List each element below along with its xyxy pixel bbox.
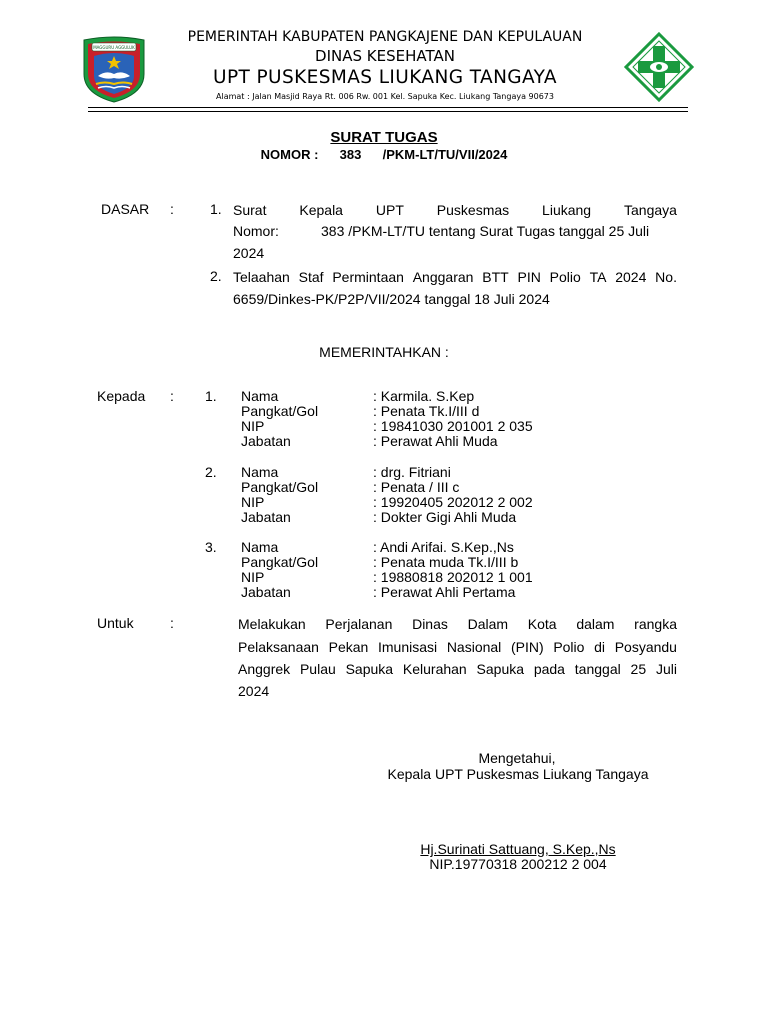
letterhead-address: Alamat : Jalan Masjid Raya Rt. 006 Rw. 001 Kel. Sapuka Kec. Liukang Tangaya 90673 — [216, 92, 554, 101]
field-label-nama: Nama — [241, 388, 279, 404]
signature-nip: NIP.19770318 200212 2 004 — [429, 856, 607, 872]
untuk-line-3: Anggrek Pulau Sapuka Kelurahan Sapuka pada tanggal 25 Juli — [238, 661, 677, 677]
field-label-nip: NIP — [241, 569, 265, 585]
person-nip: : 19920405 202012 2 002 — [373, 494, 533, 510]
field-label-pangkat: Pangkat/Gol — [241, 554, 319, 570]
person-nama: : Karmila. S.Kep — [373, 388, 475, 404]
field-label-nip: NIP — [241, 494, 265, 510]
person-number: 2. — [205, 464, 217, 480]
person-nip: : 19841030 201001 2 035 — [373, 418, 533, 434]
dasar-item-1-line-2: 383 /PKM-LT/TU tentang Surat Tugas tanggal 25 Juli — [321, 223, 650, 239]
person-jabatan: : Dokter Gigi Ahli Muda — [373, 509, 517, 525]
dasar-item-2-line-1: Telaahan Staf Permintaan Anggaran BTT PIN Polio TA 2024 No. — [233, 269, 677, 285]
person-nama: : drg. Fitriani — [373, 464, 451, 480]
dasar-item-2-line-2: 6659/Dinkes-PK/P2P/VII/2024 tanggal 18 Juli 2024 — [233, 291, 550, 307]
untuk-colon: : — [170, 615, 174, 631]
document-number — [0, 147, 768, 162]
signature-mengetahui: Mengetahui, — [478, 750, 556, 766]
person-nip: : 19880818 202012 1 001 — [373, 569, 533, 585]
document-title: SURAT TUGAS — [330, 129, 438, 146]
dasar-item-1-line-1: Surat Kepala UPT Puskesmas Liukang Tangaya — [233, 202, 677, 218]
field-label-jabatan: Jabatan — [241, 509, 291, 525]
memerintahkan-heading: MEMERINTAHKAN : — [319, 344, 449, 360]
signature-position: Kepala UPT Puskesmas Liukang Tangaya — [387, 766, 649, 782]
untuk-line-4: 2024 — [238, 683, 270, 699]
field-label-jabatan: Jabatan — [241, 584, 291, 600]
signature-name: Hj.Surinati Sattuang, S.Kep.,Ns — [420, 841, 616, 857]
dasar-item-1-number: 1. — [210, 201, 222, 217]
kepada-label: Kepada — [97, 388, 146, 404]
person-pangkat: : Penata / III c — [373, 479, 460, 495]
letterhead-rule-thin — [88, 111, 688, 112]
svg-text:MAGGURU AGGULUK: MAGGURU AGGULUK — [93, 45, 135, 50]
dasar-item-2-number: 2. — [210, 268, 222, 284]
field-label-nama: Nama — [241, 464, 279, 480]
person-number: 1. — [205, 388, 217, 404]
person-pangkat: : Penata muda Tk.I/III b — [373, 554, 519, 570]
person-pangkat: : Penata Tk.I/III d — [373, 403, 480, 419]
puskesmas-cross-logo — [624, 32, 694, 102]
letterhead-agency: DINAS KESEHATAN — [315, 47, 455, 65]
person-number: 3. — [205, 539, 217, 555]
letterhead-institution: UPT PUSKESMAS LIUKANG TANGAYA — [213, 67, 557, 88]
dasar-item-1-nomor-label: Nomor: — [233, 223, 279, 239]
nomor-label: NOMOR : — [260, 147, 319, 162]
field-label-nip: NIP — [241, 418, 265, 434]
person-jabatan: : Perawat Ahli Pertama — [373, 584, 516, 600]
field-label-jabatan: Jabatan — [241, 433, 291, 449]
untuk-label: Untuk — [97, 615, 134, 631]
person-jabatan: : Perawat Ahli Muda — [373, 433, 498, 449]
untuk-line-2: Pelaksanaan Pekan Imunisasi Nasional (PIN) Polio di Posyandu — [238, 639, 677, 655]
letterhead-government: PEMERINTAH KABUPATEN PANGKAJENE DAN KEPULAUAN — [187, 29, 583, 45]
person-nama: : Andi Arifai. S.Kep.,Ns — [373, 539, 514, 555]
field-label-nama: Nama — [241, 539, 279, 555]
nomor-suffix: /PKM-LT/TU/VII/2024 — [382, 147, 508, 162]
dasar-colon: : — [170, 201, 174, 217]
nomor-number: 383 — [339, 147, 362, 162]
letterhead-rule-thick — [88, 107, 688, 108]
kepada-colon: : — [170, 388, 174, 404]
dasar-label: DASAR — [101, 201, 150, 217]
field-label-pangkat: Pangkat/Gol — [241, 479, 319, 495]
untuk-line-1: Melakukan Perjalanan Dinas Dalam Kota dalam rangka — [238, 616, 677, 632]
dasar-item-1-line-3: 2024 — [233, 245, 265, 261]
field-label-pangkat: Pangkat/Gol — [241, 403, 319, 419]
